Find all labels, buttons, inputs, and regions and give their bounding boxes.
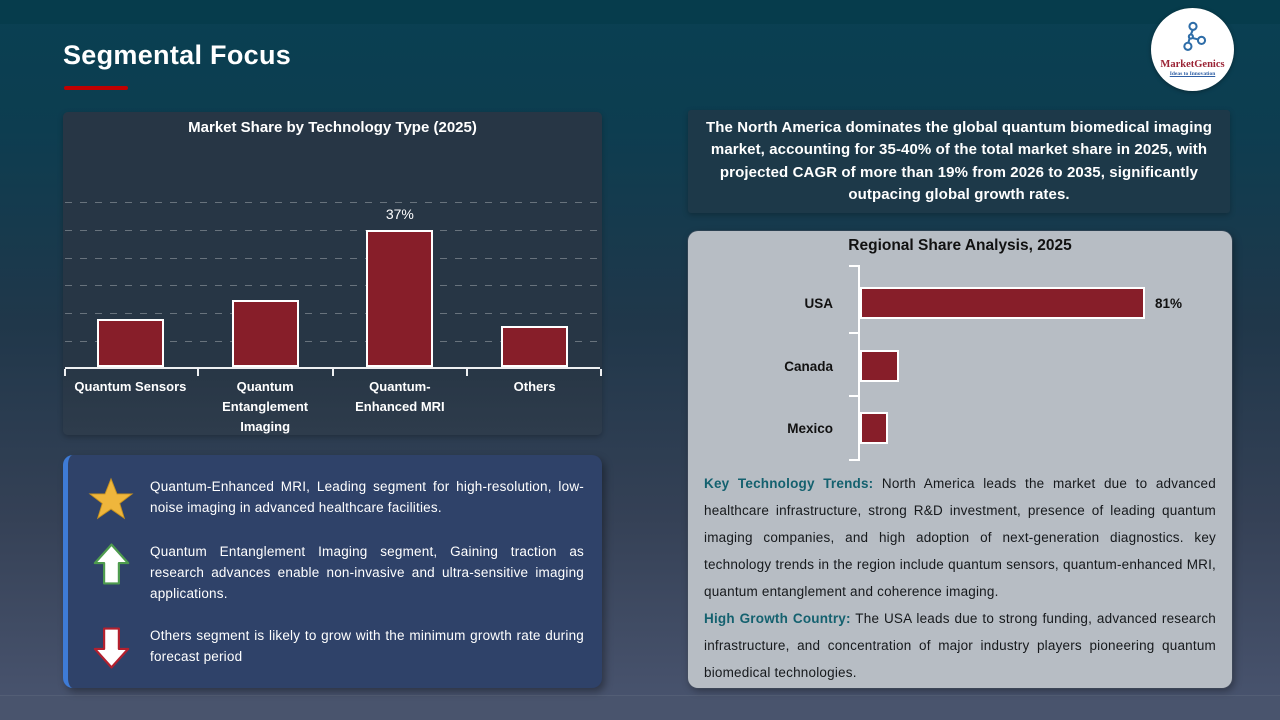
star-icon [88,477,134,521]
region-bar [860,412,888,444]
x-axis [65,367,600,369]
trends-paragraph [704,470,1216,605]
logo-name: MarketGenics [1160,58,1225,70]
chart-bar [232,300,299,367]
insights-box [63,455,602,688]
axis-tick [332,369,334,376]
category-label: Quantum Sensors [74,379,187,394]
category-axis [63,377,602,437]
na-summary-box [688,110,1230,213]
region-bar [860,287,1145,319]
axis-tick [849,332,858,334]
up-arrow-icon [88,542,134,586]
insight-text: Quantum-Enhanced MRI, Leading segment for high-resolution, low-noise imaging in advanced healthcare facilities. [150,479,584,515]
regional-text-block [688,470,1232,686]
top-strip [0,0,1280,24]
page-title: Segmental Focus [63,40,292,70]
down-arrow-icon [88,626,134,670]
growth-paragraph [704,605,1216,686]
region-label: USA [804,295,833,311]
axis-tick [849,395,858,397]
axis-tick [197,369,199,376]
insight-item [88,477,584,521]
insight-text: Others segment is likely to grow with the minimum growth rate during forecast period [150,627,584,664]
gridline [65,313,600,314]
bar-value-label: 37% [385,206,414,222]
axis-tick [600,369,602,376]
region-bar [860,350,899,382]
chart-bar [366,230,433,367]
insight-item [88,626,584,670]
axis-tick [64,369,66,376]
growth-body: The USA leads due to strong funding, advanced research infrastructure, and concentration of major industry players pioneering quantum biomedical technologies. [704,611,1216,680]
regional-chart-title: Regional Share Analysis, 2025 [848,237,1072,254]
logo-tagline: Ideas to Innovation [1169,71,1216,78]
chart-bar [501,326,568,367]
axis-tick [849,459,858,461]
axis-tick [466,369,468,376]
gridline [65,285,600,286]
growth-label: High Growth Country: [704,611,851,626]
region-row [688,287,1232,319]
region-label: Canada [784,358,833,374]
regional-chart [688,265,1232,465]
title-underline [64,86,128,90]
bottom-strip [0,695,1280,720]
region-value-label: 81% [1155,295,1183,311]
trends-label: Key Technology Trends: [704,476,874,491]
chart-bar [97,319,164,367]
tech-share-chart [63,112,602,435]
insight-text: Quantum Entanglement Imaging segment, Gaining traction as research advances enable non-invasive and ultra-sensitive imaging applications. [150,544,584,601]
category-label: Quantum-Enhanced MRI [355,379,445,414]
molecule-icon [1176,20,1210,59]
insight-item [88,542,584,605]
gridline [65,230,600,231]
axis-tick [849,265,858,267]
logo [1151,8,1234,91]
na-summary-text: The North America dominates the global quantum biomedical imaging market, accounting for 35-40% of the total market share in 2025, with projected CAGR of more than 19% from 2026 to 2035, significantly outpacing global growth rates. [705,118,1212,203]
region-row [688,412,1232,444]
region-row [688,350,1232,382]
tech-chart-title: Market Share by Technology Type (2025) [188,119,477,136]
trends-body: North America leads the market due to advanced healthcare infrastructure, strong R&D investment, presence of leading quantum imaging companies, and high adoption of next-generation diagnostics. key technology trends in the region include quantum sensors, quantum-enhanced MRI, quantum entanglement and coherence imaging. [704,476,1216,599]
regional-panel [688,231,1232,688]
category-label: Others [513,379,556,394]
gridline [65,258,600,259]
region-label: Mexico [787,420,833,436]
category-label: Quantum Entanglement Imaging [222,379,309,434]
gridline [65,202,600,203]
